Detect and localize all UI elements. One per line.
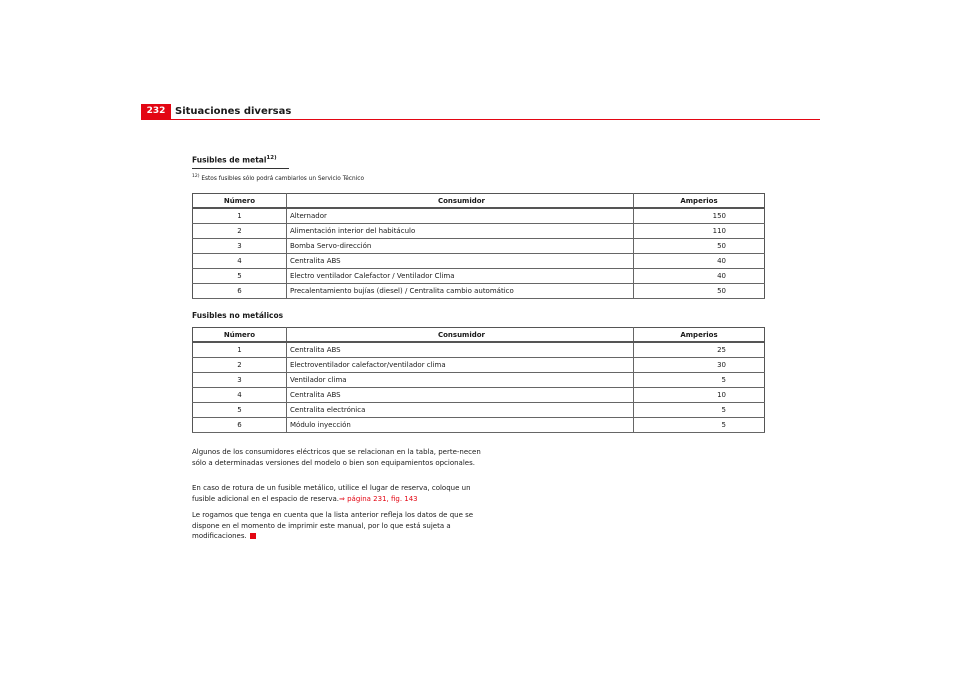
cell-numero: 2 — [193, 224, 287, 239]
page-number: 232 — [141, 104, 171, 119]
cell-consumidor: Alternador — [287, 208, 634, 224]
footnote: $^{12)}$ Estos fusibles sólo podrá cambiarlos un Servicio Técnico — [192, 174, 365, 182]
column-header-amperios: Amperios — [634, 328, 765, 343]
column-header-numero: Número — [193, 328, 287, 343]
cell-numero: 2 — [193, 358, 287, 373]
cell-numero: 1 — [193, 342, 287, 358]
cell-numero: 5 — [193, 403, 287, 418]
cell-consumidor: Electro ventilador Calefactor / Ventilador Clima — [287, 269, 634, 284]
page-reference-link[interactable]: ⇒ página 231, fig. 143 — [339, 494, 418, 503]
table-row — [193, 358, 765, 373]
cell-numero: 4 — [193, 388, 287, 403]
column-header-consumidor: Consumidor — [287, 194, 634, 209]
cell-numero: 1 — [193, 208, 287, 224]
metal-fuses-title: Fusibles de metal$^{12)}$ — [192, 155, 277, 165]
cell-consumidor: Ventilador clima — [287, 373, 634, 388]
column-header-numero: Número — [193, 194, 287, 209]
footnote-ref: 12) — [266, 155, 277, 161]
table-row — [193, 269, 765, 284]
cell-amperios: 25 — [634, 342, 765, 358]
cell-amperios: 5 — [634, 373, 765, 388]
table-row — [193, 373, 765, 388]
cell-numero: 6 — [193, 418, 287, 433]
cell-amperios: 40 — [634, 254, 765, 269]
cell-amperios: 5 — [634, 403, 765, 418]
end-of-section-icon — [250, 533, 256, 539]
table-header-row — [193, 194, 765, 209]
cell-amperios: 5 — [634, 418, 765, 433]
column-header-consumidor: Consumidor — [287, 328, 634, 343]
cell-consumidor: Módulo inyección — [287, 418, 634, 433]
cell-consumidor: Centralita ABS — [287, 342, 634, 358]
table-row — [193, 388, 765, 403]
cell-consumidor: Centralita ABS — [287, 388, 634, 403]
cell-numero: 3 — [193, 373, 287, 388]
column-header-amperios: Amperios — [634, 194, 765, 209]
table-header-row — [193, 328, 765, 343]
cell-amperios: 40 — [634, 269, 765, 284]
cell-consumidor: Bomba Servo-dirección — [287, 239, 634, 254]
cell-consumidor: Alimentación interior del habitáculo — [287, 224, 634, 239]
cell-numero: 6 — [193, 284, 287, 299]
paragraph-disclaimer: Le rogamos que tenga en cuenta que la lista anterior refleja los datos de que se dispone en el momento de imprimir este manual, por lo que está sujeta a modificaciones. — [192, 511, 474, 540]
metal-fuses-table — [192, 193, 765, 299]
cell-amperios: 10 — [634, 388, 765, 403]
cell-amperios: 110 — [634, 224, 765, 239]
nonmetal-fuses-table — [192, 327, 765, 433]
cell-consumidor: Centralita ABS — [287, 254, 634, 269]
table-row — [193, 284, 765, 299]
nonmetal-fuses-title: Fusibles no metálicos — [192, 311, 284, 320]
cell-amperios: 50 — [634, 239, 765, 254]
cell-consumidor: Precalentamiento bujías (diesel) / Centralita cambio automático — [287, 284, 634, 299]
table-row — [193, 342, 765, 358]
table-row — [193, 254, 765, 269]
cell-amperios: 30 — [634, 358, 765, 373]
cell-amperios: 50 — [634, 284, 765, 299]
table-row — [193, 208, 765, 224]
table-row — [193, 224, 765, 239]
cell-numero: 5 — [193, 269, 287, 284]
table-row — [193, 403, 765, 418]
cell-consumidor: Electroventilador calefactor/ventilador clima — [287, 358, 634, 373]
cell-numero: 3 — [193, 239, 287, 254]
paragraph-reserve-fuse: En caso de rotura de un fusible metálico, utilice el lugar de reserva, coloque un fusible adicional en el espacio de reserva.⇒ página 231, fig. 143 — [192, 484, 471, 503]
header-rule — [141, 119, 820, 120]
table-row — [193, 239, 765, 254]
paragraph-optional-equipment: Algunos de los consumidores eléctricos que se relacionan en la tabla, perte-necen sólo a determinadas versiones del modelo o bien son equipamientos opcionales. — [192, 448, 481, 467]
footnote-rule — [192, 168, 289, 169]
cell-numero: 4 — [193, 254, 287, 269]
cell-consumidor: Centralita electrónica — [287, 403, 634, 418]
cell-amperios: 150 — [634, 208, 765, 224]
table-row — [193, 418, 765, 433]
section-title: Situaciones diversas — [175, 106, 292, 117]
